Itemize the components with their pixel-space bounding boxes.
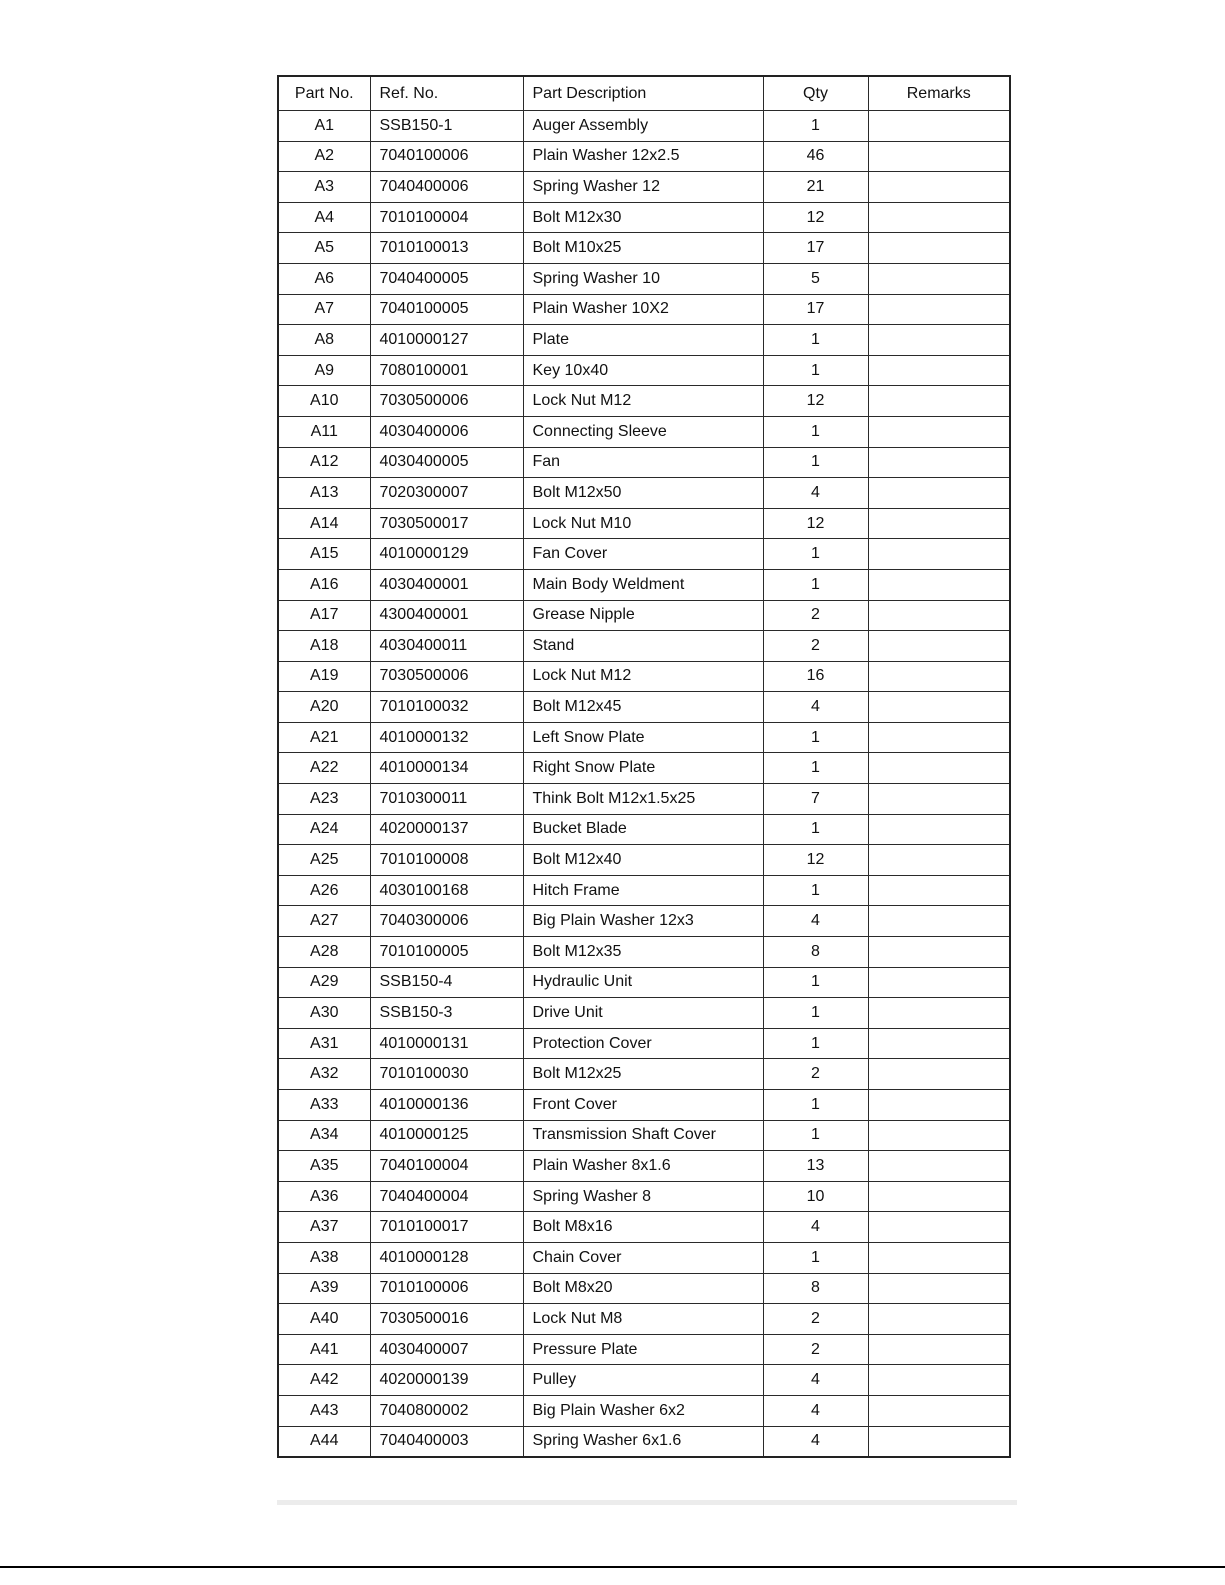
cell-ref-no: 4010000136 bbox=[370, 1090, 523, 1121]
cell-remarks bbox=[868, 325, 1010, 356]
cell-part-no: A2 bbox=[278, 141, 370, 172]
cell-description: Lock Nut M8 bbox=[523, 1304, 763, 1335]
cell-description: Stand bbox=[523, 631, 763, 662]
cell-qty: 2 bbox=[763, 631, 868, 662]
cell-qty: 2 bbox=[763, 1059, 868, 1090]
cell-part-no: A1 bbox=[278, 111, 370, 142]
cell-qty: 1 bbox=[763, 447, 868, 478]
cell-description: Pulley bbox=[523, 1365, 763, 1396]
cell-part-no: A26 bbox=[278, 875, 370, 906]
table-row bbox=[278, 325, 1010, 356]
cell-part-no: A8 bbox=[278, 325, 370, 356]
cell-qty: 1 bbox=[763, 325, 868, 356]
cell-qty: 4 bbox=[763, 1426, 868, 1457]
table-row bbox=[278, 998, 1010, 1029]
cell-ref-no: 7010100013 bbox=[370, 233, 523, 264]
header-description: Part Description bbox=[523, 76, 763, 111]
cell-qty: 1 bbox=[763, 416, 868, 447]
cell-remarks bbox=[868, 111, 1010, 142]
table-row bbox=[278, 569, 1010, 600]
cell-remarks bbox=[868, 172, 1010, 203]
cell-part-no: A23 bbox=[278, 784, 370, 815]
table-row bbox=[278, 967, 1010, 998]
cell-part-no: A13 bbox=[278, 478, 370, 509]
cell-description: Chain Cover bbox=[523, 1242, 763, 1273]
table-row bbox=[278, 1028, 1010, 1059]
cell-ref-no: 7010100005 bbox=[370, 937, 523, 968]
cell-qty: 12 bbox=[763, 202, 868, 233]
cell-description: Bolt M12x45 bbox=[523, 692, 763, 723]
cell-description: Spring Washer 6x1.6 bbox=[523, 1426, 763, 1457]
cell-ref-no: 4030100168 bbox=[370, 875, 523, 906]
cell-qty: 46 bbox=[763, 141, 868, 172]
cell-qty: 8 bbox=[763, 937, 868, 968]
cell-remarks bbox=[868, 1120, 1010, 1151]
table-row bbox=[278, 845, 1010, 876]
table-row bbox=[278, 631, 1010, 662]
cell-qty: 16 bbox=[763, 661, 868, 692]
cell-remarks bbox=[868, 1151, 1010, 1182]
cell-description: Plain Washer 12x2.5 bbox=[523, 141, 763, 172]
cell-part-no: A10 bbox=[278, 386, 370, 417]
table-row bbox=[278, 1120, 1010, 1151]
table-row bbox=[278, 1334, 1010, 1365]
cell-qty: 2 bbox=[763, 1334, 868, 1365]
header-part-no: Part No. bbox=[278, 76, 370, 111]
cell-part-no: A11 bbox=[278, 416, 370, 447]
cell-ref-no: 7030500017 bbox=[370, 508, 523, 539]
table-row bbox=[278, 1304, 1010, 1335]
cell-description: Bolt M8x20 bbox=[523, 1273, 763, 1304]
cell-remarks bbox=[868, 539, 1010, 570]
cell-description: Left Snow Plate bbox=[523, 722, 763, 753]
cell-remarks bbox=[868, 1334, 1010, 1365]
cell-ref-no: 7040400005 bbox=[370, 263, 523, 294]
cell-part-no: A14 bbox=[278, 508, 370, 539]
cell-qty: 1 bbox=[763, 1028, 868, 1059]
cell-part-no: A4 bbox=[278, 202, 370, 233]
cell-qty: 4 bbox=[763, 1212, 868, 1243]
cell-ref-no: 4020000137 bbox=[370, 814, 523, 845]
cell-ref-no: 7040100006 bbox=[370, 141, 523, 172]
table-row bbox=[278, 875, 1010, 906]
cell-part-no: A12 bbox=[278, 447, 370, 478]
table-row bbox=[278, 1090, 1010, 1121]
cell-ref-no: 7010100032 bbox=[370, 692, 523, 723]
cell-remarks bbox=[868, 569, 1010, 600]
header-ref-no: Ref. No. bbox=[370, 76, 523, 111]
cell-qty: 4 bbox=[763, 478, 868, 509]
cell-description: Bolt M10x25 bbox=[523, 233, 763, 264]
cell-part-no: A42 bbox=[278, 1365, 370, 1396]
table-row bbox=[278, 111, 1010, 142]
cell-part-no: A17 bbox=[278, 600, 370, 631]
cell-part-no: A25 bbox=[278, 845, 370, 876]
cell-remarks bbox=[868, 937, 1010, 968]
table-row bbox=[278, 1242, 1010, 1273]
cell-part-no: A24 bbox=[278, 814, 370, 845]
cell-qty: 4 bbox=[763, 692, 868, 723]
cell-ref-no: 4010000125 bbox=[370, 1120, 523, 1151]
cell-ref-no: 4300400001 bbox=[370, 600, 523, 631]
cell-description: Grease Nipple bbox=[523, 600, 763, 631]
cell-qty: 1 bbox=[763, 814, 868, 845]
cell-ref-no: 7040400004 bbox=[370, 1181, 523, 1212]
page-edge-shadow bbox=[277, 1500, 1017, 1505]
cell-description: Hydraulic Unit bbox=[523, 967, 763, 998]
cell-ref-no: 7020300007 bbox=[370, 478, 523, 509]
cell-remarks bbox=[868, 1273, 1010, 1304]
cell-remarks bbox=[868, 784, 1010, 815]
cell-part-no: A35 bbox=[278, 1151, 370, 1182]
cell-ref-no: 4010000134 bbox=[370, 753, 523, 784]
cell-qty: 17 bbox=[763, 294, 868, 325]
cell-ref-no: 4010000127 bbox=[370, 325, 523, 356]
cell-remarks bbox=[868, 875, 1010, 906]
cell-qty: 1 bbox=[763, 355, 868, 386]
cell-part-no: A33 bbox=[278, 1090, 370, 1121]
cell-ref-no: 7030500016 bbox=[370, 1304, 523, 1335]
cell-part-no: A21 bbox=[278, 722, 370, 753]
cell-qty: 1 bbox=[763, 1090, 868, 1121]
table-header bbox=[278, 76, 1010, 111]
cell-part-no: A40 bbox=[278, 1304, 370, 1335]
cell-remarks bbox=[868, 416, 1010, 447]
cell-ref-no: 4030400005 bbox=[370, 447, 523, 478]
cell-description: Plate bbox=[523, 325, 763, 356]
table-row bbox=[278, 661, 1010, 692]
cell-part-no: A3 bbox=[278, 172, 370, 203]
cell-remarks bbox=[868, 478, 1010, 509]
cell-qty: 1 bbox=[763, 1242, 868, 1273]
cell-remarks bbox=[868, 1028, 1010, 1059]
cell-description: Bolt M12x35 bbox=[523, 937, 763, 968]
parts-list-table-container bbox=[277, 75, 1011, 1458]
cell-ref-no: 4030400007 bbox=[370, 1334, 523, 1365]
cell-remarks bbox=[868, 1090, 1010, 1121]
cell-part-no: A44 bbox=[278, 1426, 370, 1457]
cell-remarks bbox=[868, 722, 1010, 753]
cell-remarks bbox=[868, 1181, 1010, 1212]
table-row bbox=[278, 814, 1010, 845]
table-row bbox=[278, 141, 1010, 172]
cell-qty: 1 bbox=[763, 569, 868, 600]
cell-remarks bbox=[868, 202, 1010, 233]
cell-description: Protection Cover bbox=[523, 1028, 763, 1059]
cell-part-no: A31 bbox=[278, 1028, 370, 1059]
cell-ref-no: 7030500006 bbox=[370, 386, 523, 417]
cell-description: Lock Nut M12 bbox=[523, 661, 763, 692]
table-row bbox=[278, 784, 1010, 815]
table-row bbox=[278, 937, 1010, 968]
cell-ref-no: 7010100004 bbox=[370, 202, 523, 233]
table-row bbox=[278, 508, 1010, 539]
cell-ref-no: 4010000132 bbox=[370, 722, 523, 753]
cell-ref-no: 7080100001 bbox=[370, 355, 523, 386]
cell-part-no: A5 bbox=[278, 233, 370, 264]
cell-remarks bbox=[868, 294, 1010, 325]
cell-qty: 4 bbox=[763, 1395, 868, 1426]
cell-remarks bbox=[868, 447, 1010, 478]
cell-ref-no: 4010000131 bbox=[370, 1028, 523, 1059]
cell-part-no: A37 bbox=[278, 1212, 370, 1243]
cell-description: Drive Unit bbox=[523, 998, 763, 1029]
cell-description: Lock Nut M12 bbox=[523, 386, 763, 417]
cell-part-no: A20 bbox=[278, 692, 370, 723]
cell-part-no: A36 bbox=[278, 1181, 370, 1212]
cell-qty: 12 bbox=[763, 845, 868, 876]
cell-remarks bbox=[868, 233, 1010, 264]
cell-part-no: A32 bbox=[278, 1059, 370, 1090]
cell-ref-no: 7010100017 bbox=[370, 1212, 523, 1243]
table-row bbox=[278, 386, 1010, 417]
cell-ref-no: 7010100008 bbox=[370, 845, 523, 876]
cell-description: Lock Nut M10 bbox=[523, 508, 763, 539]
page-bottom-rule bbox=[0, 1566, 1225, 1568]
cell-remarks bbox=[868, 600, 1010, 631]
cell-description: Bolt M12x30 bbox=[523, 202, 763, 233]
cell-qty: 12 bbox=[763, 386, 868, 417]
table-row bbox=[278, 600, 1010, 631]
cell-remarks bbox=[868, 906, 1010, 937]
header-row bbox=[278, 76, 1010, 111]
cell-description: Transmission Shaft Cover bbox=[523, 1120, 763, 1151]
cell-description: Fan Cover bbox=[523, 539, 763, 570]
table-row bbox=[278, 478, 1010, 509]
cell-description: Spring Washer 10 bbox=[523, 263, 763, 294]
cell-description: Plain Washer 8x1.6 bbox=[523, 1151, 763, 1182]
cell-description: Main Body Weldment bbox=[523, 569, 763, 600]
cell-qty: 17 bbox=[763, 233, 868, 264]
cell-remarks bbox=[868, 692, 1010, 723]
cell-ref-no: 4030400011 bbox=[370, 631, 523, 662]
table-row bbox=[278, 1273, 1010, 1304]
table-row bbox=[278, 1151, 1010, 1182]
cell-qty: 1 bbox=[763, 998, 868, 1029]
cell-ref-no: 7010100006 bbox=[370, 1273, 523, 1304]
table-row bbox=[278, 447, 1010, 478]
cell-part-no: A7 bbox=[278, 294, 370, 325]
cell-remarks bbox=[868, 355, 1010, 386]
table-row bbox=[278, 1365, 1010, 1396]
table-row bbox=[278, 416, 1010, 447]
cell-ref-no: 4010000129 bbox=[370, 539, 523, 570]
cell-remarks bbox=[868, 141, 1010, 172]
cell-qty: 1 bbox=[763, 111, 868, 142]
table-row bbox=[278, 202, 1010, 233]
cell-ref-no: 7040300006 bbox=[370, 906, 523, 937]
parts-list-table bbox=[277, 75, 1011, 1458]
table-row bbox=[278, 1181, 1010, 1212]
cell-description: Fan bbox=[523, 447, 763, 478]
cell-qty: 1 bbox=[763, 722, 868, 753]
cell-ref-no: 4030400006 bbox=[370, 416, 523, 447]
cell-part-no: A18 bbox=[278, 631, 370, 662]
cell-part-no: A22 bbox=[278, 753, 370, 784]
cell-part-no: A30 bbox=[278, 998, 370, 1029]
cell-part-no: A16 bbox=[278, 569, 370, 600]
cell-ref-no: SSB150-1 bbox=[370, 111, 523, 142]
cell-remarks bbox=[868, 263, 1010, 294]
cell-description: Bolt M12x50 bbox=[523, 478, 763, 509]
table-row bbox=[278, 1212, 1010, 1243]
cell-qty: 8 bbox=[763, 1273, 868, 1304]
cell-ref-no: 4010000128 bbox=[370, 1242, 523, 1273]
cell-remarks bbox=[868, 998, 1010, 1029]
cell-remarks bbox=[868, 1212, 1010, 1243]
cell-ref-no: SSB150-4 bbox=[370, 967, 523, 998]
table-row bbox=[278, 1426, 1010, 1457]
cell-qty: 4 bbox=[763, 906, 868, 937]
cell-description: Pressure Plate bbox=[523, 1334, 763, 1365]
cell-remarks bbox=[868, 1365, 1010, 1396]
cell-remarks bbox=[868, 814, 1010, 845]
cell-remarks bbox=[868, 631, 1010, 662]
table-row bbox=[278, 233, 1010, 264]
cell-part-no: A6 bbox=[278, 263, 370, 294]
cell-part-no: A29 bbox=[278, 967, 370, 998]
table-row bbox=[278, 1059, 1010, 1090]
cell-part-no: A27 bbox=[278, 906, 370, 937]
cell-qty: 7 bbox=[763, 784, 868, 815]
table-row bbox=[278, 355, 1010, 386]
cell-description: Auger Assembly bbox=[523, 111, 763, 142]
cell-remarks bbox=[868, 1242, 1010, 1273]
cell-qty: 4 bbox=[763, 1365, 868, 1396]
cell-ref-no: 7030500006 bbox=[370, 661, 523, 692]
cell-ref-no: 7040100005 bbox=[370, 294, 523, 325]
header-qty: Qty bbox=[763, 76, 868, 111]
cell-remarks bbox=[868, 386, 1010, 417]
cell-ref-no: 7010100030 bbox=[370, 1059, 523, 1090]
cell-remarks bbox=[868, 1059, 1010, 1090]
cell-part-no: A39 bbox=[278, 1273, 370, 1304]
cell-ref-no: 7010300011 bbox=[370, 784, 523, 815]
cell-qty: 1 bbox=[763, 753, 868, 784]
cell-description: Bolt M12x25 bbox=[523, 1059, 763, 1090]
cell-qty: 1 bbox=[763, 1120, 868, 1151]
cell-ref-no: 7040400003 bbox=[370, 1426, 523, 1457]
cell-description: Think Bolt M12x1.5x25 bbox=[523, 784, 763, 815]
cell-remarks bbox=[868, 1304, 1010, 1335]
cell-description: Key 10x40 bbox=[523, 355, 763, 386]
cell-ref-no: 7040100004 bbox=[370, 1151, 523, 1182]
cell-description: Big Plain Washer 12x3 bbox=[523, 906, 763, 937]
header-remarks: Remarks bbox=[868, 76, 1010, 111]
cell-description: Front Cover bbox=[523, 1090, 763, 1121]
cell-ref-no: 4030400001 bbox=[370, 569, 523, 600]
table-row bbox=[278, 753, 1010, 784]
cell-qty: 1 bbox=[763, 875, 868, 906]
cell-qty: 10 bbox=[763, 1181, 868, 1212]
cell-part-no: A43 bbox=[278, 1395, 370, 1426]
cell-description: Bolt M8x16 bbox=[523, 1212, 763, 1243]
cell-qty: 5 bbox=[763, 263, 868, 294]
cell-ref-no: 7040400006 bbox=[370, 172, 523, 203]
cell-remarks bbox=[868, 661, 1010, 692]
cell-part-no: A28 bbox=[278, 937, 370, 968]
cell-remarks bbox=[868, 753, 1010, 784]
table-row bbox=[278, 263, 1010, 294]
cell-ref-no: 4020000139 bbox=[370, 1365, 523, 1396]
cell-qty: 1 bbox=[763, 967, 868, 998]
cell-description: Spring Washer 8 bbox=[523, 1181, 763, 1212]
cell-remarks bbox=[868, 845, 1010, 876]
cell-qty: 1 bbox=[763, 539, 868, 570]
cell-part-no: A34 bbox=[278, 1120, 370, 1151]
cell-qty: 2 bbox=[763, 1304, 868, 1335]
cell-part-no: A15 bbox=[278, 539, 370, 570]
cell-part-no: A19 bbox=[278, 661, 370, 692]
cell-ref-no: SSB150-3 bbox=[370, 998, 523, 1029]
cell-description: Bolt M12x40 bbox=[523, 845, 763, 876]
table-body bbox=[278, 111, 1010, 1458]
cell-part-no: A41 bbox=[278, 1334, 370, 1365]
table-row bbox=[278, 1395, 1010, 1426]
cell-qty: 12 bbox=[763, 508, 868, 539]
cell-qty: 2 bbox=[763, 600, 868, 631]
cell-qty: 21 bbox=[763, 172, 868, 203]
cell-ref-no: 7040800002 bbox=[370, 1395, 523, 1426]
cell-qty: 13 bbox=[763, 1151, 868, 1182]
table-row bbox=[278, 906, 1010, 937]
table-row bbox=[278, 172, 1010, 203]
cell-description: Big Plain Washer 6x2 bbox=[523, 1395, 763, 1426]
cell-remarks bbox=[868, 967, 1010, 998]
cell-remarks bbox=[868, 508, 1010, 539]
cell-part-no: A38 bbox=[278, 1242, 370, 1273]
cell-remarks bbox=[868, 1395, 1010, 1426]
cell-description: Plain Washer 10X2 bbox=[523, 294, 763, 325]
table-row bbox=[278, 294, 1010, 325]
cell-description: Hitch Frame bbox=[523, 875, 763, 906]
table-row bbox=[278, 539, 1010, 570]
cell-description: Right Snow Plate bbox=[523, 753, 763, 784]
table-row bbox=[278, 722, 1010, 753]
cell-remarks bbox=[868, 1426, 1010, 1457]
table-row bbox=[278, 692, 1010, 723]
cell-description: Spring Washer 12 bbox=[523, 172, 763, 203]
cell-part-no: A9 bbox=[278, 355, 370, 386]
cell-description: Connecting Sleeve bbox=[523, 416, 763, 447]
cell-description: Bucket Blade bbox=[523, 814, 763, 845]
